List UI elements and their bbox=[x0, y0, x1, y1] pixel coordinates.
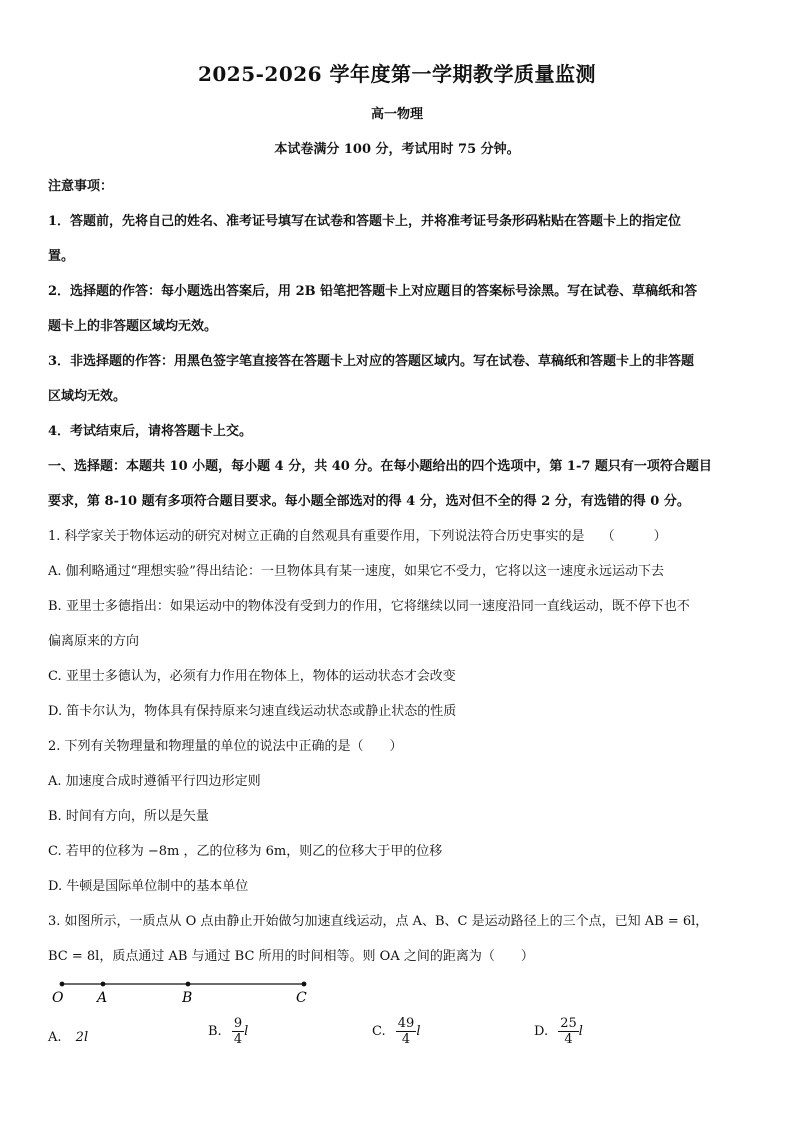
fraction-numerator: 25 bbox=[560, 1016, 577, 1031]
q1-option-a: A. 伽利略通过“理想实验”得出结论：一旦物体具有某一速度，如果它不受力，它将以这一速度永远运动下去 bbox=[48, 564, 664, 579]
exam-info: 本试卷满分 100 分，考试用时 75 分钟。 bbox=[274, 142, 520, 157]
notice-line: 2．选择题的作答：每小题选出答案后，用 2B 铅笔把答题卡上对应题目的答案标号涂黑。写在试卷、草稿纸和答 bbox=[48, 284, 698, 299]
q3-label-b: B bbox=[182, 990, 193, 1006]
q3-option-a bbox=[48, 1030, 88, 1045]
fraction-variable: l bbox=[416, 1024, 421, 1039]
notice-line: 置。 bbox=[48, 249, 75, 264]
fraction-denominator: 4 bbox=[564, 1032, 573, 1047]
fraction-denominator: 4 bbox=[401, 1032, 411, 1047]
q2-option-d: D. 牛顿是国际单位制中的基本单位 bbox=[48, 879, 249, 894]
q3-point-a bbox=[101, 982, 106, 987]
q3-option-c bbox=[372, 1016, 420, 1047]
q3-point-b bbox=[186, 982, 191, 987]
notice-line: 4．考试结束后，请将答题卡上交。 bbox=[48, 424, 253, 439]
notice-line: 区域均无效。 bbox=[48, 389, 127, 404]
q2-option-a: A. 加速度合成时遵循平行四边形定则 bbox=[48, 774, 261, 789]
q3-option-d-label: D. bbox=[534, 1024, 549, 1039]
q3-label-a: A bbox=[97, 990, 108, 1006]
q3-option-a-label: A. bbox=[48, 1030, 62, 1045]
q3-option-d bbox=[534, 1016, 583, 1047]
fraction-numerator: 49 bbox=[397, 1016, 415, 1031]
q3-option-b-label: B. bbox=[208, 1024, 222, 1039]
q3-point-o bbox=[60, 982, 65, 987]
q3-option-b bbox=[208, 1016, 248, 1047]
q3-label-c: C bbox=[296, 990, 307, 1006]
q3-option-c-fraction bbox=[396, 1016, 417, 1047]
q3-stem: 3. 如图所示，一质点从 O 点由静止开始做匀加速直线运动，点 A、B、C 是运动路径上的三个点，已知 AB = 6l， bbox=[48, 914, 709, 929]
notice-line: 题卡上的非答题区域均无效。 bbox=[48, 319, 218, 334]
fraction-variable: l bbox=[244, 1024, 249, 1039]
q3-label-o: O bbox=[52, 990, 64, 1006]
q3-stem-cont: BC = 8l，质点通过 AB 与通过 BC 所用的时间相等。则 OA 之间的距离为（ ） bbox=[48, 949, 534, 964]
notice-heading: 注意事项： bbox=[48, 179, 114, 194]
exam-subject: 高一物理 bbox=[370, 107, 423, 122]
exam-title: 2025-2026 学年度第一学期教学质量监测 bbox=[197, 62, 597, 86]
fraction-denominator: 4 bbox=[233, 1032, 243, 1047]
fraction-numerator: 9 bbox=[233, 1016, 243, 1031]
notice-line: 1．答题前，先将自己的姓名、准考证号填写在试卷和答题卡上，并将准考证号条形码粘贴在答题卡上的指定位 bbox=[48, 214, 682, 229]
section-instruction: 一、选择题：本题共 10 小题，每小题 4 分，共 40 分。在每小题给出的四个选项中，第 1-7 题只有一项符合题目 bbox=[48, 459, 712, 474]
fraction-variable: l bbox=[578, 1024, 583, 1039]
q2-option-c: C. 若甲的位移为 −8m ，乙的位移为 6m，则乙的位移大于甲的位移 bbox=[48, 844, 443, 859]
q3-line-diagram bbox=[48, 978, 328, 1008]
q1-option-b: B. 亚里士多德指出：如果运动中的物体没有受到力的作用，它将继续以同一速度沿同一直线运动，既不停下也不 bbox=[48, 599, 690, 614]
q3-option-a-value: 2l bbox=[75, 1030, 89, 1045]
q3-point-c bbox=[302, 982, 307, 987]
q2-option-b: B. 时间有方向，所以是矢量 bbox=[48, 809, 209, 824]
q1-option-d: D. 笛卡尔认为，物体具有保持原来匀速直线运动状态或静止状态的性质 bbox=[48, 704, 457, 719]
q3-option-d-fraction bbox=[558, 1016, 579, 1047]
q1-option-c: C. 亚里士多德认为，必须有力作用在物体上，物体的运动状态才会改变 bbox=[48, 669, 456, 684]
q3-option-c-label: C. bbox=[372, 1024, 386, 1039]
section-instruction: 要求，第 8-10 题有多项符合题目要求。每小题全部选对的得 4 分，选对但不全的得 2 分，有选错的得 0 分。 bbox=[48, 494, 690, 509]
q3-option-b-fraction bbox=[232, 1016, 244, 1047]
q1-option-b-cont: 偏离原来的方向 bbox=[48, 634, 140, 649]
notice-line: 3．非选择题的作答：用黑色签字笔直接答在答题卡上对应的答题区域内。写在试卷、草稿纸和答题卡上的非答题 bbox=[48, 354, 695, 369]
q1-stem: 1. 科学家关于物体运动的研究对树立正确的自然观具有重要作用，下列说法符合历史事实的是 （ ） bbox=[48, 529, 667, 544]
q2-stem: 2. 下列有关物理量和物理量的单位的说法中正确的是（ ） bbox=[48, 739, 403, 754]
